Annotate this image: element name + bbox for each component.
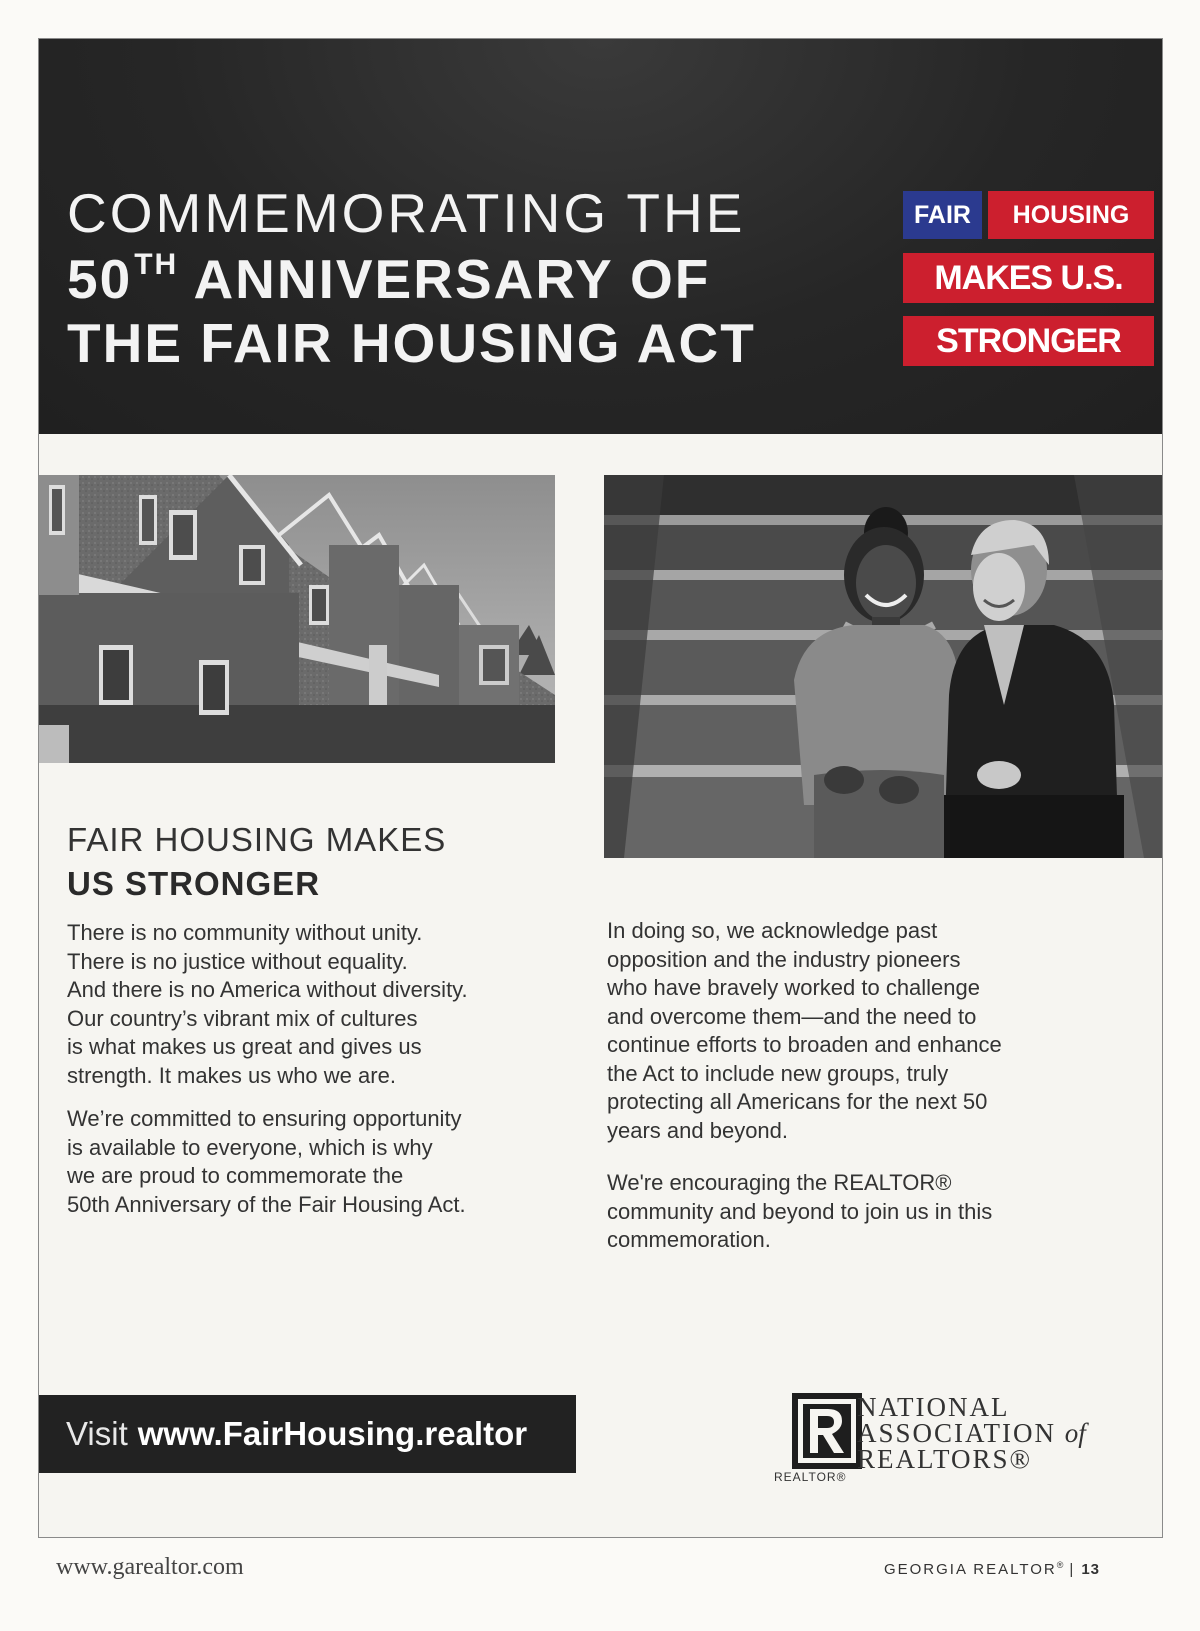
headline-ordinal: TH	[134, 248, 179, 281]
nar-line-3: REALTORS®	[857, 1444, 1033, 1474]
visit-website-banner[interactable]	[39, 1395, 576, 1473]
text-line: 50th Anniversary of the Fair Housing Act.	[67, 1191, 466, 1217]
magazine-name: GEORGIA REALTOR	[883, 1561, 1057, 1578]
text-line: who have bravely worked to challenge	[607, 975, 981, 1000]
text-line: is what makes us great and gives us	[67, 1034, 422, 1059]
realtor-r-logo-icon	[792, 1393, 862, 1469]
section-title-line-1: FAIR HOUSING MAKES	[67, 821, 447, 858]
registered-mark: ®	[1056, 1560, 1064, 1570]
headline-line-3: THE FAIR HOUSING ACT	[67, 312, 756, 374]
text-line: There is no community without unity.	[67, 920, 423, 945]
text-line: strength. It makes us who we are.	[67, 1062, 396, 1088]
text-line: And there is no America without diversity.	[67, 977, 468, 1002]
text-line: opposition and the industry pioneers	[607, 946, 961, 972]
badge-makes-us: MAKES U.S.	[903, 253, 1154, 303]
text-line: and overcome them—and the need to	[607, 1003, 977, 1029]
headline-line-1: COMMEMORATING THE	[67, 182, 746, 244]
text-line: We’re committed to ensuring opportunity	[67, 1106, 462, 1131]
website-link[interactable]: www.FairHousing.realtor	[137, 1415, 528, 1452]
text-line: the Act to include new groups, truly	[607, 1060, 949, 1086]
section-title-line-2: US STRONGER	[67, 865, 321, 902]
text-line: we are proud to commemorate the	[67, 1163, 404, 1188]
nar-association: ASSOCIATION	[857, 1418, 1057, 1448]
nar-line-2	[857, 1420, 1086, 1446]
visit-prefix: Visit	[66, 1415, 128, 1452]
nar-line-1: NATIONAL	[857, 1392, 1010, 1422]
badge-fair: FAIR	[903, 191, 982, 239]
nar-of: of	[1064, 1418, 1086, 1448]
left-paragraph-2	[67, 1105, 466, 1219]
right-paragraph-2	[607, 1169, 992, 1255]
text-line: We're encouraging the REALTOR®	[607, 1170, 952, 1195]
text-line: In doing so, we acknowledge past	[607, 918, 938, 943]
nar-wordmark	[857, 1394, 1086, 1472]
badge-housing: HOUSING	[988, 191, 1154, 239]
header-banner	[39, 39, 1162, 434]
text-line: commemoration.	[607, 1227, 771, 1252]
text-line: community and beyond to join us in this	[607, 1198, 993, 1224]
text-line: protecting all Americans for the next 50	[607, 1089, 988, 1114]
text-line: There is no justice without equality.	[67, 948, 408, 974]
text-line: continue efforts to broaden and enhance	[607, 1032, 1002, 1057]
text-line: is available to everyone, which is why	[67, 1134, 433, 1160]
ad-page	[38, 38, 1163, 1538]
couple-photo	[604, 475, 1163, 858]
footer-website[interactable]: www.garealtor.com	[56, 1554, 244, 1580]
page-number: 13	[1081, 1561, 1100, 1578]
headline-line-2	[67, 247, 710, 311]
footer-page-label: GEORGIA REALTOR® | 13	[883, 1560, 1100, 1578]
text-line: Our country’s vibrant mix of cultures	[67, 1005, 418, 1031]
headline-anniversary: ANNIVERSARY OF	[193, 248, 711, 310]
text-line: years and beyond.	[607, 1117, 789, 1143]
realtor-mark-label: REALTOR®	[774, 1470, 847, 1484]
badge-stronger: STRONGER	[903, 316, 1154, 366]
right-paragraph-1	[607, 917, 1002, 1145]
houses-photo	[39, 475, 555, 763]
left-paragraph-1	[67, 919, 468, 1090]
headline-number: 50	[67, 248, 133, 310]
